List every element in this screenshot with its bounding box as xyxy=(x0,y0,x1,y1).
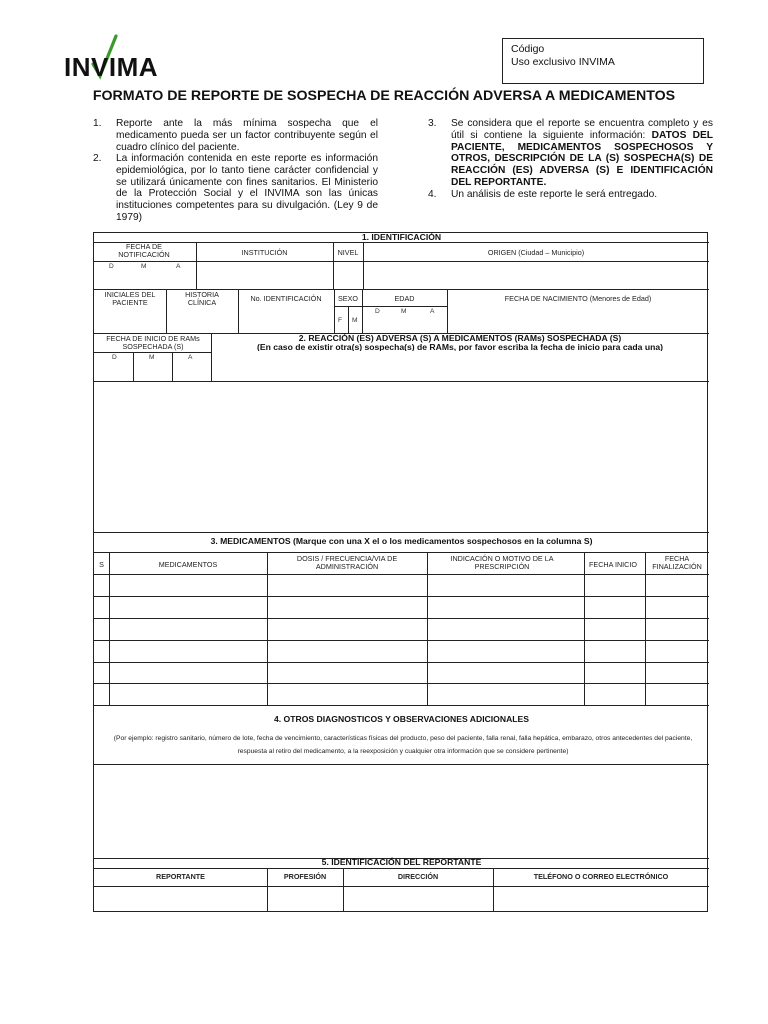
sexo-f: F xyxy=(338,317,343,324)
edad-label: EDAD xyxy=(394,294,415,303)
observaciones-area[interactable] xyxy=(94,765,709,858)
code-usage: Uso exclusivo INVIMA xyxy=(511,56,615,68)
nivel-label: NIVEL xyxy=(337,248,359,257)
col-dosis-label: DOSIS / FRECUENCIA/VIA DE ADMINISTRACIÓN xyxy=(296,554,398,572)
reportante-field[interactable] xyxy=(94,887,267,912)
col-medicamentos-label: MEDICAMENTOS xyxy=(158,560,218,569)
telefono-field[interactable] xyxy=(494,887,708,912)
no-identificacion-label: No. IDENTIFICACIÓN xyxy=(250,294,322,303)
code-box xyxy=(502,38,704,84)
profesion-label: PROFESIÓN xyxy=(283,872,327,881)
note-4 xyxy=(428,189,713,203)
iniciales-label: INICIALES DEL PACIENTE xyxy=(104,290,156,308)
table-row[interactable] xyxy=(110,575,267,596)
telefono-label: TELÉFONO O CORREO ELECTRÓNICO xyxy=(533,872,669,881)
rams-d: D xyxy=(112,354,117,361)
reaccion-description-area[interactable] xyxy=(94,382,709,532)
note-3-plain: Se considera que el reporte se encuentra completo y es útil si contiene la siguiente información: xyxy=(451,118,713,141)
sec4-example: (Por ejemplo: registro sanitario, número de lote, fecha de vencimiento, características físicas del producto, peso del paciente, falla renal, falla hepática, embarazo, otros antecedentes del paciente, respuesta al retiro del medicamento, a la reexposición y cualquier otra información que se considere pertinente) xyxy=(113,735,693,755)
note-1 xyxy=(93,118,378,154)
note-3-text xyxy=(451,118,713,189)
page-title: FORMATO DE REPORTE DE SOSPECHA DE REACCIÓN ADVERSA A MEDICAMENTOS xyxy=(92,88,676,104)
institucion-label: INSTITUCIÓN xyxy=(241,248,288,257)
invima-logo xyxy=(64,34,164,80)
col-s-label: S xyxy=(99,560,104,569)
historia-label: HISTORIA CLÍNICA xyxy=(185,290,219,308)
fn-d: D xyxy=(109,263,114,270)
table-row[interactable] xyxy=(110,597,267,618)
rams-a: A xyxy=(188,354,193,361)
fn-m: M xyxy=(141,263,147,270)
sec2-title: 2. REACCIÓN (ES) ADVERSA (S) A MEDICAMENTOS (RAMs) SOSPECHADA (S) xyxy=(298,333,622,343)
col-indicacion-label: INDICACIÓN O MOTIVO DE LA PRESCRIPCIÓN xyxy=(450,554,554,572)
note-3 xyxy=(428,118,713,190)
fecha-nacimiento-label: FECHA DE NACIMIENTO (Menores de Edad) xyxy=(504,294,652,303)
sexo-m: M xyxy=(352,317,358,324)
table-row[interactable] xyxy=(110,641,267,662)
logo-text: INVIMA xyxy=(64,52,158,82)
origen-label: ORIGEN (Ciudad – Municipio) xyxy=(487,248,585,257)
fn-a: A xyxy=(176,263,181,270)
note-1-text: Reporte ante la más mínima sospecha que el medicamento pueda ser un factor contribuyente según el cuadro clínico del paciente. xyxy=(116,118,378,153)
edad-d: D xyxy=(375,308,380,315)
sec3-title: 3. MEDICAMENTOS (Marque con una X el o los medicamentos sospechosos en la columna S) xyxy=(210,536,593,546)
sec4-title: 4. OTROS DIAGNOSTICOS Y OBSERVACIONES ADICIONALES xyxy=(274,714,529,724)
col-fecha-fin-label: FECHA FINALIZACIÓN xyxy=(652,554,702,572)
table-row[interactable] xyxy=(110,619,267,640)
direccion-label: DIRECCIÓN xyxy=(397,872,439,881)
note-4-text: Un análisis de este reporte le será entregado. xyxy=(451,189,658,200)
note-3-num: 3. xyxy=(428,118,437,129)
edad-m: M xyxy=(401,308,407,315)
note-2-num: 2. xyxy=(93,153,102,164)
edad-a: A xyxy=(430,308,435,315)
col-fecha-inicio-label: FECHA INICIO xyxy=(589,560,637,569)
table-row[interactable] xyxy=(110,663,267,683)
note-4-num: 4. xyxy=(428,189,437,200)
direccion-field[interactable] xyxy=(344,887,493,912)
rams-m: M xyxy=(149,354,155,361)
note-3-bold: DATOS DEL PACIENTE, MEDICAMENTOS SOSPECHOSOS Y OTROS, DESCRIPCIÓN DE LA (S) SOSPECHA(S) DE REACCIÓN (ES) ADVERSA (S) E IDENTIFICACIÓN DEL REPORTANTE. xyxy=(451,129,714,188)
sec1-title: 1. IDENTIFICACIÓN xyxy=(361,232,442,242)
sec2-subtitle: (En caso de existir otra(s) sospecha(s) de RAMs, por favor escriba la fecha de inicio para cada una) xyxy=(257,343,663,351)
note-1-num: 1. xyxy=(93,118,102,129)
profesion-field[interactable] xyxy=(268,887,343,912)
report-form xyxy=(93,232,708,912)
reportante-label: REPORTANTE xyxy=(156,872,205,881)
fecha-inicio-rams-label: FECHA DE INICIO DE RAMs SOSPECHADA (S) xyxy=(106,334,200,352)
fecha-notificacion-label: FECHA DE NOTIFICACIÓN xyxy=(118,242,170,260)
sec5-title: 5. IDENTIFICACIÓN DEL REPORTANTE xyxy=(321,857,482,867)
note-2 xyxy=(93,153,378,225)
sexo-label: SEXO xyxy=(338,294,358,303)
code-label: Código xyxy=(511,43,545,55)
note-2-text: La información contenida en este reporte es información epidemiológica, por lo tanto tiene carácter confidencial y se utilizará únicamente con fines sanitarios. El Ministerio de la Protección Social y el INVIMA son las únicas instituciones competentes para su divulgación. (Ley 9 de 1979) xyxy=(116,153,378,223)
table-row[interactable] xyxy=(110,684,267,705)
